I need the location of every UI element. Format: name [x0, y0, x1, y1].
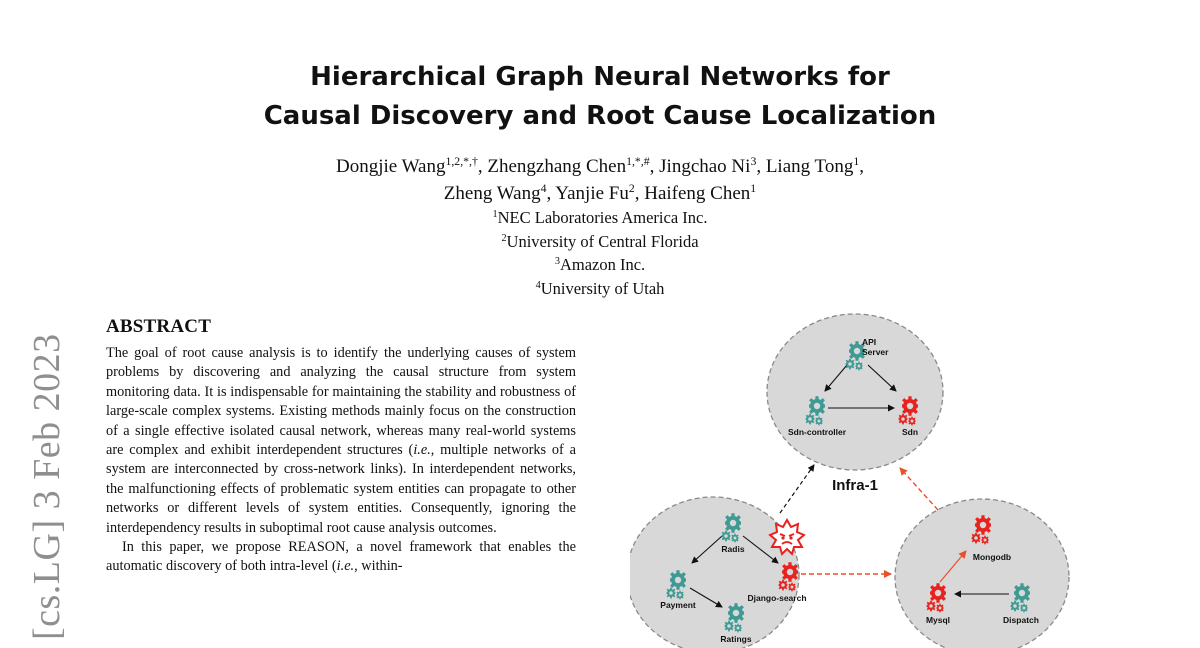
label-sdn: Sdn	[901, 427, 919, 437]
system-diagram	[630, 305, 1070, 648]
affiliation-name: Amazon Inc.	[559, 255, 646, 275]
cluster-infra-1	[767, 314, 943, 470]
author-name: Zhengzhang Chen	[487, 156, 627, 177]
arxiv-stamp: [cs.LG] 3 Feb 2023	[26, 333, 68, 640]
affiliation	[0, 206, 1200, 230]
author-affiliation-marker: 1	[853, 154, 860, 168]
author-name: Liang Tong	[765, 156, 854, 177]
abstract-text-segment: , multiple networks of a system are interconnected by cross-network links). In interdependent networks, the malfunctioning effects of problematic system entities can propagate to other networks or different levels of system entities. Consequently, ignoring the interdependency results in suboptimal root cause analysis outcomes.	[106, 442, 576, 536]
label-mongodb: Mongodb	[972, 552, 1012, 562]
label-api-server-1: API	[862, 337, 877, 347]
author-affiliation-marker: 1	[750, 181, 757, 195]
label-dispatch: Dispatch	[1003, 615, 1039, 625]
affiliation-name: University of Utah	[540, 278, 665, 298]
cross-link-db-to-infra	[900, 468, 938, 510]
authors-line-2: Zheng Wang$^4$, Yanjie Fu$^2$, Haifeng Chen$^1$	[443, 181, 757, 204]
label-payment: Payment	[660, 600, 696, 610]
label-mysql: Mysql	[925, 615, 951, 625]
abstract-body	[106, 344, 576, 577]
system-diagram-figure	[630, 305, 1070, 648]
authors-line-1: Dongjie Wang$^{1,2,*,\dagger}$, Zhengzhang Chen$^{1,*,\#}$, Jingchao Ni$^3$, Liang Tong$^1$,	[336, 154, 864, 177]
author-name: Zheng Wang	[443, 183, 541, 204]
affiliation-number: 3	[554, 256, 560, 268]
cluster-app	[630, 497, 799, 648]
affiliation-number: 2	[501, 232, 507, 244]
abstract-heading: ABSTRACT	[106, 316, 212, 337]
title-line-1: Hierarchical Graph Neural Networks for	[310, 62, 890, 92]
abstract-text-segment: i.e.	[413, 442, 431, 459]
affiliation-name: NEC Laboratories America Inc.	[497, 208, 708, 227]
affiliation-name: University of Central Florida	[506, 231, 699, 251]
cross-link-app-to-infra	[780, 465, 814, 513]
abstract-paragraph-1	[106, 344, 576, 538]
paper-title	[0, 58, 1200, 136]
label-django-search: Django-search	[747, 593, 807, 603]
affiliation-number: 1	[492, 208, 498, 220]
affiliation	[0, 253, 1200, 277]
abstract-text-segment: The goal of root cause analysis is to identify the underlying causes of system problems by discovering and analyzing the causal structure from system monitoring data. It is indispensable for maintaining the stability and robustness of large-scale complex systems. Existing methods mainly focus on the construction of a single effective isolated causal network, whereas many real-world systems are complex and exhibit interdependent structures (	[106, 345, 576, 459]
affiliation	[0, 230, 1200, 254]
abstract-paragraph-2	[106, 538, 576, 577]
abstract-text-segment: i.e.	[336, 558, 355, 575]
author-affiliation-marker: 3	[750, 154, 757, 168]
label-radis: Radis	[721, 544, 745, 554]
affiliation-number: 4	[535, 279, 541, 291]
author-affiliation-marker: 2	[628, 181, 635, 195]
label-sdn-controller: Sdn-controller	[787, 427, 847, 437]
title-line-2: Causal Discovery and Root Cause Localization	[263, 101, 937, 131]
abstract-text-segment: , within-	[354, 558, 403, 575]
affiliation-list	[0, 206, 1200, 300]
label-ratings: Ratings	[720, 634, 752, 644]
abstract-text-segment: In this paper, we propose REASON, a novel framework that enables the automatic discovery of both intra-level (	[106, 539, 576, 575]
author-name: Yanjie Fu	[555, 183, 629, 204]
author-affiliation-marker: 1,2,*,†	[445, 154, 478, 168]
infra-label: Infra-1	[832, 477, 878, 494]
author-name: Dongjie Wang	[336, 156, 446, 177]
label-api-server-2: Server	[862, 347, 889, 357]
affiliation	[0, 277, 1200, 301]
author-list	[0, 153, 1200, 207]
author-name: Jingchao Ni	[659, 156, 751, 177]
author-affiliation-marker: 4	[540, 181, 547, 195]
author-name: Haifeng Chen	[644, 183, 751, 204]
author-affiliation-marker: 1,*,#	[626, 154, 650, 168]
